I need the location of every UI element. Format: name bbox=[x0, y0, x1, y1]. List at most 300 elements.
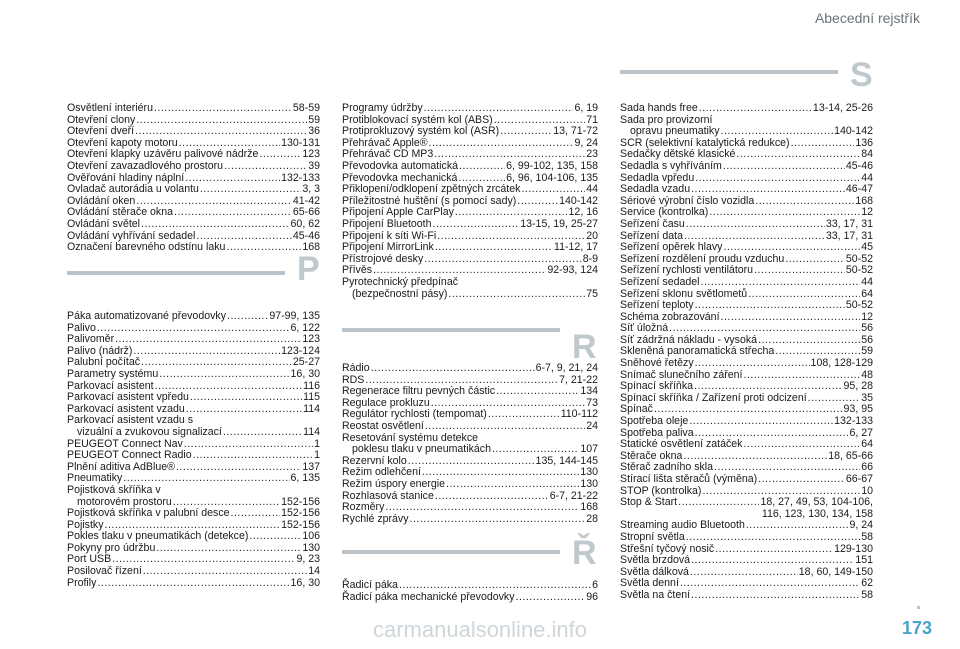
index-entry-pages: 152-156 bbox=[281, 518, 320, 531]
index-list-s-end bbox=[67, 103, 320, 254]
index-entry-leader bbox=[115, 334, 301, 346]
index-entry-term: Parkovací asistent bbox=[67, 379, 154, 392]
index-entry-pages: 64 bbox=[861, 287, 873, 300]
index-entry-pages: 108, 128-129 bbox=[810, 357, 873, 370]
index-entry-term: Pokyny pro údržbu bbox=[67, 541, 156, 554]
index-entry-pages: 130 bbox=[580, 477, 598, 490]
index-entry-pages: 134 bbox=[580, 385, 598, 398]
index-entry-term: PEUGEOT Connect Radio bbox=[67, 449, 192, 462]
index-entry-leader bbox=[408, 456, 535, 468]
index-entry-pages: 33, 17, 31 bbox=[825, 229, 873, 242]
index-entry-pages: 6, 19 bbox=[574, 102, 598, 114]
index-entry-leader bbox=[695, 300, 845, 312]
index-entry-pages: 140-142 bbox=[834, 125, 873, 138]
index-entry-term: Režim odlehčení bbox=[342, 466, 421, 479]
index-entry-pages: 50-52 bbox=[845, 299, 873, 312]
index-entry-pages: 9, 24 bbox=[574, 136, 598, 149]
index-entry-pages: 56 bbox=[861, 333, 873, 346]
index-entry-pages: 168 bbox=[302, 241, 320, 254]
index-entry-pages: 123-124 bbox=[281, 344, 320, 357]
index-entry-term: Palubní počítač bbox=[67, 356, 141, 369]
index-entry-term: PEUGEOT Connect Nav bbox=[67, 437, 183, 450]
index-entry-pages: 9, 24 bbox=[849, 519, 873, 532]
index-entry-term: Rezervní kolo bbox=[342, 454, 407, 467]
index-entry bbox=[67, 219, 320, 231]
index-entry-leader bbox=[680, 578, 860, 590]
index-entry-pages: 12 bbox=[861, 206, 873, 219]
index-entry-leader bbox=[422, 467, 579, 479]
index-entry-term: Resetování systému detekce bbox=[342, 431, 479, 444]
index-entry-term: Přehrávač CD MP3 bbox=[342, 148, 434, 161]
index-entry-pages: 6, 122 bbox=[290, 321, 320, 334]
index-entry-leader bbox=[488, 409, 560, 421]
index-entry-term: RDS bbox=[342, 373, 365, 386]
index-entry-leader bbox=[200, 184, 301, 196]
index-entry-pages: 56 bbox=[861, 322, 873, 335]
index-entry-term: Osvětlení interiéru bbox=[67, 102, 153, 114]
index-entry-leader bbox=[224, 161, 307, 173]
index-entry-pages: 114 bbox=[303, 425, 320, 438]
index-entry-leader bbox=[141, 357, 292, 369]
index-entry-leader bbox=[424, 103, 574, 115]
index-entry-term: Sedadla vzadu bbox=[620, 183, 691, 196]
watermark: carmanualsonline.info bbox=[372, 617, 588, 642]
index-entry-term: Světla denní bbox=[620, 577, 679, 590]
index-entry-pages: 44 bbox=[861, 171, 873, 184]
index-entry-term: Sada pro provizorní bbox=[620, 113, 713, 126]
index-entry bbox=[342, 580, 598, 592]
index-entry-leader bbox=[678, 497, 759, 509]
index-entry-term: Ovladač autorádia u volantu bbox=[67, 183, 199, 196]
index-entry bbox=[342, 161, 598, 173]
page-number: 173 bbox=[901, 618, 932, 638]
index-entry bbox=[342, 444, 598, 456]
index-entry-term: Posilovač řízení bbox=[67, 565, 142, 578]
index-entry-pages: 106 bbox=[302, 530, 320, 543]
index-entry-term: Parkovací asistent vpředu bbox=[67, 391, 189, 404]
index-entry-leader bbox=[159, 369, 289, 381]
index-entry-pages: 140-142 bbox=[559, 194, 598, 207]
index-entry bbox=[67, 392, 320, 404]
index-entry-term: Páka automatizované převodovky bbox=[67, 310, 226, 322]
index-entry bbox=[342, 592, 598, 604]
index-entry-term: Parkovací asistent vzadu bbox=[67, 402, 185, 415]
index-entry-term: Pyrotechnický předpínač bbox=[342, 275, 459, 288]
index-entry-term: Regulace prokluzu bbox=[342, 396, 430, 409]
index-entry-leader bbox=[723, 242, 860, 254]
index-entry-term: Síť zádržná nákladu - vysoká bbox=[620, 333, 758, 346]
index-entry-term: Snímač slunečního záření bbox=[620, 368, 743, 381]
index-entry-leader bbox=[433, 219, 520, 231]
section-divider-rr bbox=[342, 550, 560, 554]
index-entry-leader bbox=[715, 544, 833, 556]
index-entry-pages: 48 bbox=[861, 368, 873, 381]
index-entry-leader bbox=[97, 578, 289, 590]
index-entry-pages: 123 bbox=[302, 148, 320, 161]
index-entry-term: Připojení Apple CarPlay bbox=[342, 206, 454, 219]
section-divider-p bbox=[67, 271, 285, 275]
index-entry-term: Řadicí páka bbox=[342, 579, 398, 591]
index-entry-pages: 44 bbox=[586, 183, 598, 196]
index-entry-term: Port USB bbox=[67, 553, 112, 566]
index-entry-pages: 62 bbox=[861, 577, 873, 590]
index-entry-leader bbox=[143, 566, 307, 578]
index-entry-pages: 130 bbox=[302, 541, 320, 554]
index-entry-leader bbox=[521, 184, 585, 196]
index-entry-term: Seřízení data bbox=[620, 229, 684, 242]
index-entry-pages: 13, 71-72 bbox=[553, 125, 598, 138]
index-entry-term: motorovém prostoru bbox=[77, 495, 172, 508]
index-entry-term: SCR (selektivní katalytická redukce) bbox=[620, 136, 790, 149]
index-entry-leader bbox=[746, 520, 849, 532]
index-entry-pages: 10 bbox=[861, 484, 873, 497]
index-entry bbox=[67, 508, 320, 520]
index-entry-leader bbox=[758, 474, 845, 486]
index-list-r bbox=[342, 363, 598, 525]
index-entry-term: Světla brzdová bbox=[620, 554, 691, 567]
index-entry-pages: 45-46 bbox=[292, 229, 320, 242]
index-entry bbox=[620, 416, 873, 428]
index-entry-term: Stěrač zadního skla bbox=[620, 461, 714, 474]
index-entry-leader bbox=[399, 580, 591, 592]
index-entry-term: Programy údržby bbox=[342, 102, 423, 114]
index-entry-leader bbox=[785, 254, 845, 266]
index-entry-leader bbox=[249, 531, 301, 543]
index-entry-term: Schéma zobrazování bbox=[620, 310, 720, 323]
index-entry-leader bbox=[227, 311, 268, 323]
index-entry-term: Převodovka mechanická bbox=[342, 171, 458, 184]
index-entry-term: Profily bbox=[67, 576, 97, 589]
index-entry-pages: 6, 27 bbox=[849, 426, 873, 439]
index-entry-leader bbox=[492, 444, 579, 456]
index-entry-term: Spínací skříňka / Zařízení proti odcizení bbox=[620, 391, 807, 404]
index-entry-leader bbox=[516, 592, 586, 604]
index-entry bbox=[67, 161, 320, 173]
index-entry-pages: 116, 123, 130, 134, 158 bbox=[761, 507, 873, 520]
index-entry-leader bbox=[425, 421, 585, 433]
index-entry-pages: 6, 99-102, 135, 158 bbox=[506, 159, 598, 172]
index-entry-term: Pojistky bbox=[67, 518, 104, 531]
index-entry-leader bbox=[156, 543, 301, 555]
index-entry bbox=[67, 578, 320, 590]
index-entry bbox=[67, 311, 320, 323]
index-entry bbox=[620, 555, 873, 567]
index-entry-pages: 92-93, 124 bbox=[547, 264, 598, 277]
index-entry-pages: 11-12, 17 bbox=[554, 241, 598, 254]
index-entry-leader bbox=[691, 590, 860, 602]
index-entry-leader bbox=[435, 242, 553, 254]
index-entry bbox=[342, 514, 598, 526]
index-entry-pages: 59 bbox=[308, 113, 320, 126]
index-entry-term: (bezpečnostní pásy) bbox=[352, 287, 448, 300]
index-entry-pages: 20 bbox=[586, 229, 598, 242]
section-letter-r: R bbox=[572, 328, 597, 366]
index-entry-term: poklesu tlaku v pneumatikách bbox=[352, 443, 491, 456]
index-entry-term: Převodovka automatická bbox=[342, 159, 459, 172]
index-entry-leader bbox=[723, 161, 845, 173]
index-entry-term: Stropní světla bbox=[620, 530, 685, 543]
index-entry-term: Pneumatiky bbox=[67, 472, 123, 485]
index-entry bbox=[342, 479, 598, 491]
index-entry-leader bbox=[133, 346, 280, 358]
index-entry-pages: 23 bbox=[586, 148, 598, 161]
index-entry bbox=[342, 219, 598, 231]
index-entry-term: Přístrojové desky bbox=[342, 252, 424, 265]
index-entry-pages: 58 bbox=[861, 530, 873, 543]
index-entry bbox=[67, 485, 320, 497]
index-entry bbox=[620, 300, 873, 312]
index-entry-pages: 71 bbox=[586, 113, 598, 126]
index-entry-pages: 114 bbox=[303, 402, 320, 415]
index-entry-leader bbox=[97, 323, 290, 335]
index-entry-pages: 110-112 bbox=[560, 408, 598, 421]
index-entry-pages: 44 bbox=[861, 275, 873, 288]
index-entry-leader bbox=[371, 363, 535, 375]
index-entry-pages: 1 bbox=[314, 449, 320, 462]
index-entry-leader bbox=[429, 138, 574, 150]
index-entry-pages: 66-67 bbox=[845, 473, 873, 485]
index-entry-term: Plnění aditiva AdBlue® bbox=[67, 460, 175, 473]
index-entry-leader bbox=[448, 289, 585, 301]
index-entry-pages: 59 bbox=[861, 345, 873, 358]
index-entry bbox=[620, 393, 873, 405]
section-divider-s bbox=[620, 70, 838, 74]
index-entry-term: Ovládání oken bbox=[67, 194, 136, 207]
index-entry-leader bbox=[435, 491, 549, 503]
index-entry bbox=[67, 242, 320, 254]
index-entry-pages: 35 bbox=[861, 391, 873, 404]
index-entry-term: Příležitostné huštění (s pomocí sady) bbox=[342, 194, 517, 207]
index-entry-pages: 58 bbox=[861, 588, 873, 601]
index-entry-leader bbox=[755, 196, 854, 208]
index-entry bbox=[620, 474, 873, 486]
index-entry-pages: 45 bbox=[861, 241, 873, 254]
index-entry-term: Stírací lišta stěračů (výměna) bbox=[620, 473, 758, 485]
index-entry-pages: 24 bbox=[586, 419, 598, 432]
index-entry-term: Stop & Start bbox=[620, 496, 678, 509]
page-header-title: Abecední rejstřík bbox=[814, 10, 920, 26]
index-entry-pages: 66 bbox=[861, 461, 873, 474]
index-entry bbox=[620, 277, 873, 289]
index-entry-term: Přehrávač Apple® bbox=[342, 136, 428, 149]
index-entry-pages: 25-27 bbox=[292, 356, 320, 369]
index-entry-leader bbox=[686, 219, 825, 231]
index-entry-term: Řadicí páka mechanické převodovky bbox=[342, 590, 515, 603]
index-entry bbox=[342, 242, 598, 254]
index-entry-term: Skleněná panoramatická střecha bbox=[620, 345, 775, 358]
index-entry bbox=[620, 358, 873, 370]
index-entry-term: Regulátor rychlosti (tempomat) bbox=[342, 408, 487, 421]
index-entry-pages: 95, 28 bbox=[843, 380, 873, 393]
index-entry-term: Pokles tlaku v pneumatikách (detekce) bbox=[67, 530, 249, 543]
index-entry-pages: 6-7, 9, 21, 24 bbox=[535, 362, 598, 374]
index-entry-term: Sedadla s vyhříváním bbox=[620, 159, 722, 172]
index-entry-pages: 50-52 bbox=[845, 252, 873, 265]
index-entry bbox=[67, 184, 320, 196]
index-entry-term: Světla dálková bbox=[620, 565, 689, 578]
index-entry-leader bbox=[691, 184, 845, 196]
index-entry-leader bbox=[446, 479, 579, 491]
index-list-p bbox=[67, 311, 320, 589]
index-entry-term: Síť úložná bbox=[620, 322, 669, 335]
index-entry-term: Palivoměr bbox=[67, 333, 115, 346]
index-entry-pages: 6 bbox=[592, 579, 598, 591]
index-entry-term: Seřízení rychlosti ventilátoru bbox=[620, 264, 754, 277]
index-entry-pages: 13-15, 19, 25-27 bbox=[520, 217, 598, 230]
index-entry bbox=[342, 289, 598, 301]
index-entry-term: Světla na čtení bbox=[620, 588, 691, 601]
index-entry-leader bbox=[496, 386, 579, 398]
index-entry bbox=[620, 590, 873, 602]
index-entry bbox=[67, 566, 320, 578]
index-entry bbox=[620, 532, 873, 544]
index-entry-term: Režim úspory energie bbox=[342, 477, 446, 490]
index-entry-term: Parkovací asistent vzadu s bbox=[67, 414, 194, 427]
index-entry-term: Sada hands free bbox=[620, 102, 698, 114]
index-entry-leader bbox=[410, 514, 586, 526]
index-entry-term: Sněhové řetězy bbox=[620, 357, 694, 370]
index-entry-pages: 65-66 bbox=[292, 206, 320, 219]
index-entry-leader bbox=[690, 567, 798, 579]
index-entry-pages: 168 bbox=[855, 194, 873, 207]
index-entry bbox=[342, 421, 598, 433]
index-entry-leader bbox=[385, 502, 579, 514]
index-entry-leader bbox=[154, 103, 292, 115]
index-entry-leader bbox=[193, 450, 313, 462]
index-entry-pages: 39 bbox=[308, 159, 320, 172]
index-entry-term: Otevření klapky uzávěru palivové nádrže bbox=[67, 148, 259, 161]
index-entry-pages: 75 bbox=[586, 287, 598, 300]
index-entry-pages: 18, 60, 149-150 bbox=[798, 565, 873, 578]
index-entry-leader bbox=[744, 370, 861, 382]
index-entry-pages: 96 bbox=[586, 590, 598, 603]
index-entry bbox=[67, 427, 320, 439]
index-entry-pages: 130 bbox=[580, 466, 598, 479]
index-entry-term: Statické osvětlení zatáček bbox=[620, 438, 743, 451]
index-entry-pages: 16, 30 bbox=[290, 576, 320, 589]
index-entry-term: vizuální a zvukovou signalizací bbox=[77, 425, 222, 438]
index-entry-term: Spotřeba paliva bbox=[620, 426, 694, 439]
index-entry-term: Pojistková skříňka v bbox=[67, 483, 161, 496]
index-entry-pages: 41-42 bbox=[292, 194, 320, 207]
index-entry-leader bbox=[226, 242, 301, 254]
index-entry-pages: 50-52 bbox=[845, 264, 873, 277]
index-entry-pages: 1 bbox=[314, 437, 320, 450]
index-entry-pages: 36 bbox=[308, 125, 320, 138]
index-entry-term: Připojení k síti Wi-Fi bbox=[342, 229, 437, 242]
index-entry-pages: 107 bbox=[580, 443, 598, 456]
index-entry-leader bbox=[176, 462, 301, 474]
index-entry-term: Přiklopení/odklopení zpětných zrcátek bbox=[342, 183, 521, 196]
index-entry-term: Protiblokovací systém kol (ABS) bbox=[342, 113, 493, 126]
page-marker-dot bbox=[917, 606, 920, 609]
index-entry bbox=[342, 277, 598, 289]
index-entry-pages: 97-99, 135 bbox=[269, 310, 320, 322]
index-entry-leader bbox=[174, 207, 292, 219]
index-entry-pages: 64 bbox=[861, 438, 873, 451]
index-entry-term: Otevření clony bbox=[67, 113, 136, 126]
index-entry-term: Seřízení opěrek hlavy bbox=[620, 241, 723, 254]
index-entry-term: Sedačky dětské klasické bbox=[620, 148, 736, 161]
index-entry-term: Streaming audio Bluetooth bbox=[620, 519, 745, 532]
index-entry-leader bbox=[791, 138, 855, 150]
index-entry-leader bbox=[689, 416, 833, 428]
index-entry-leader bbox=[721, 312, 861, 324]
index-entry-term: Palivo bbox=[67, 321, 96, 334]
index-entry-pages: 46-47 bbox=[845, 183, 873, 196]
index-entry-term: Seřízení času bbox=[620, 217, 685, 230]
index-entry-pages: 9, 23 bbox=[296, 553, 320, 566]
index-entry bbox=[342, 103, 598, 115]
index-entry-pages: 8-9 bbox=[582, 252, 598, 265]
index-entry-pages: 7, 21-22 bbox=[559, 373, 598, 386]
index-entry-pages: 129-130 bbox=[834, 542, 873, 555]
index-entry-leader bbox=[136, 115, 307, 127]
index-entry-term: Protiprokluzový systém kol (ASR) bbox=[342, 125, 500, 138]
index-entry-pages: 152-156 bbox=[281, 495, 320, 508]
index-entry-term: Spínač bbox=[620, 403, 653, 416]
index-entry-term: Regenerace filtru pevných částic bbox=[342, 385, 496, 398]
index-entry-pages: 152-156 bbox=[281, 507, 320, 520]
index-entry bbox=[67, 103, 320, 115]
index-entry-term: Pojistková skříňka v palubní desce bbox=[67, 507, 230, 520]
index-list-rr bbox=[342, 580, 598, 603]
index-entry-term: Sedadla vpředu bbox=[620, 171, 695, 184]
index-entry bbox=[620, 219, 873, 231]
index-entry-leader bbox=[184, 439, 313, 451]
index-entry-term: Rychlé zprávy bbox=[342, 512, 409, 525]
index-entry-leader bbox=[186, 404, 302, 416]
index-entry-term: Sériové výrobní číslo vozidla bbox=[620, 194, 755, 207]
index-entry-pages: 136 bbox=[855, 136, 873, 149]
index-entry-term: Otevření zavazadlového prostoru bbox=[67, 159, 224, 172]
index-entry-term: opravu pneumatiky bbox=[630, 125, 720, 138]
index-entry-leader bbox=[185, 173, 280, 185]
section-letter-p: P bbox=[297, 250, 320, 288]
index-entry-leader bbox=[231, 508, 281, 520]
index-entry bbox=[620, 242, 873, 254]
index-entry-leader bbox=[141, 219, 290, 231]
index-entry-term: Stěrače okna bbox=[620, 449, 683, 462]
index-entry-pages: 123 bbox=[302, 333, 320, 346]
index-entry-term: Rozhlasová stanice bbox=[342, 489, 434, 502]
index-entry-term: Seřízení teploty bbox=[620, 299, 694, 312]
index-entry-pages: 58-59 bbox=[292, 102, 320, 114]
index-entry-term: Parametry systému bbox=[67, 367, 159, 380]
index-entry-term: Palivo (nádrž) bbox=[67, 344, 133, 357]
index-entry-leader bbox=[259, 149, 301, 161]
index-entry-pages: 137 bbox=[302, 460, 320, 473]
index-entry-leader bbox=[748, 289, 860, 301]
index-entry bbox=[342, 363, 598, 375]
index-entry-term: Střešní tyčový nosič bbox=[620, 542, 715, 555]
index-entry-pages: 12, 16 bbox=[568, 206, 598, 219]
index-entry-pages: 45-46 bbox=[845, 159, 873, 172]
index-entry-leader bbox=[223, 427, 302, 439]
index-entry-pages: 3, 3 bbox=[302, 183, 320, 196]
index-entry-leader bbox=[699, 103, 812, 115]
index-entry-pages: 168 bbox=[580, 501, 598, 514]
index-entry-leader bbox=[686, 532, 860, 544]
index-entry-leader bbox=[736, 149, 860, 161]
index-entry bbox=[620, 161, 873, 173]
section-letter-s: S bbox=[850, 56, 873, 94]
index-entry-term: Připojení Bluetooth bbox=[342, 217, 432, 230]
index-entry-pages: 18, 65-66 bbox=[828, 449, 873, 462]
index-entry-pages: 16, 30 bbox=[290, 367, 320, 380]
index-entry bbox=[67, 450, 320, 462]
index-entry-term: Ověřování hladiny náplní bbox=[67, 171, 185, 184]
